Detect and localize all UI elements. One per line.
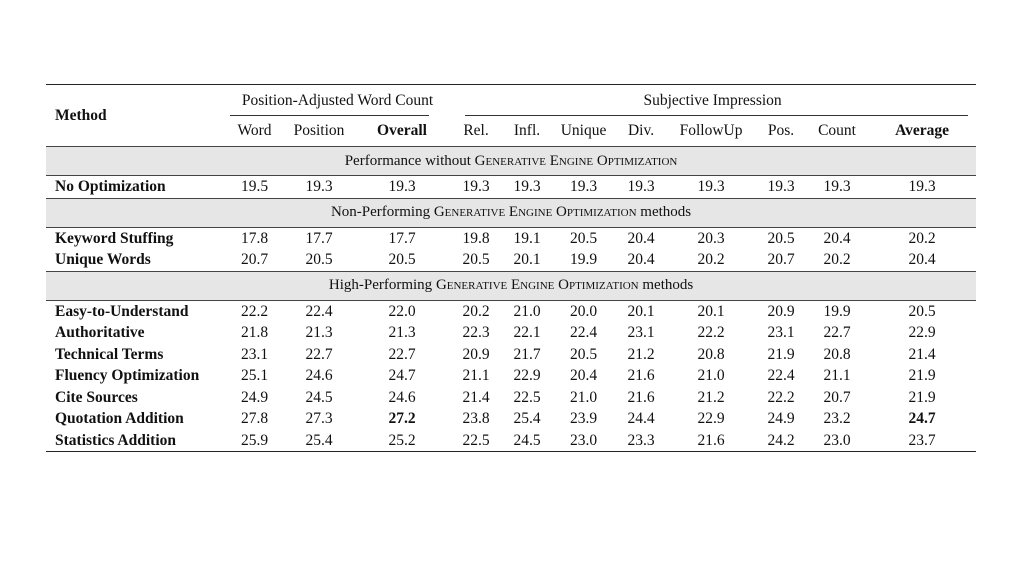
table-cell: 21.8 [240, 324, 269, 341]
table-cell: 23.0 [569, 431, 598, 449]
table-row [46, 300, 976, 322]
table-cell: 22.5 [462, 431, 490, 449]
table-cell: 22.2 [767, 388, 795, 406]
table-cell: 21.6 [697, 431, 725, 449]
table-cell: 23.1 [767, 324, 795, 341]
table-cell: 20.9 [462, 345, 490, 363]
method-name: No Optimization [55, 178, 166, 195]
table-cell: 22.9 [513, 367, 541, 384]
table-cell: 19.3 [569, 178, 598, 195]
table-cell: 20.7 [240, 251, 269, 268]
table-row [46, 227, 976, 249]
table-cell: 20.1 [627, 302, 655, 320]
table-cell: 27.8 [240, 410, 269, 427]
table-cell: 23.9 [569, 410, 598, 427]
table-cell: 21.9 [908, 388, 936, 406]
method-name: Keyword Stuffing [55, 229, 174, 247]
table-cell: 25.4 [305, 431, 333, 449]
table-cell: 24.6 [388, 388, 416, 406]
table-cell: 22.4 [569, 324, 598, 341]
table-cell: 17.7 [305, 229, 333, 247]
table-cell: 20.7 [823, 388, 851, 406]
table-body [46, 147, 976, 452]
method-name: Unique Words [55, 251, 151, 268]
col-header-followup: FollowUp [679, 122, 743, 140]
table-cell: 22.1 [513, 324, 541, 341]
table-cell: 20.4 [569, 367, 598, 384]
table-cell: 17.7 [388, 229, 416, 247]
col-header-position: Position [293, 122, 345, 140]
table-cell: 20.2 [697, 251, 725, 268]
table-cell: 19.3 [627, 178, 655, 195]
table-cell: 25.4 [513, 410, 541, 427]
table-cell: 19.3 [908, 178, 936, 195]
method-name: Quotation Addition [55, 410, 184, 427]
table-cell: 20.8 [697, 345, 725, 363]
table-cell: 19.9 [569, 251, 598, 268]
table-cell: 25.1 [240, 367, 269, 384]
table-row [46, 387, 976, 409]
table-cell: 22.4 [305, 302, 333, 320]
method-name: Fluency Optimization [55, 367, 200, 384]
table-cell: 19.3 [697, 178, 725, 195]
table-cell: 25.2 [388, 431, 416, 449]
section-title [46, 198, 976, 227]
table-cell: 23.1 [627, 324, 655, 341]
table-cell: 20.3 [697, 229, 725, 247]
table-cell: 22.0 [388, 302, 416, 320]
col-header-pos: Pos. [767, 122, 795, 140]
table-cell: 21.9 [767, 345, 795, 363]
table-cell: 24.5 [305, 388, 333, 406]
table-cell: 19.5 [240, 178, 269, 195]
table-row [46, 322, 976, 344]
table-cell: 21.0 [569, 388, 598, 406]
table-cell: 24.7 [908, 410, 936, 427]
table-cell: 20.5 [305, 251, 333, 268]
table-cell: 20.1 [513, 251, 541, 268]
table-cell: 22.2 [240, 302, 269, 320]
table-cell: 17.8 [240, 229, 269, 247]
table-cell: 20.5 [908, 302, 936, 320]
table-cell: 21.7 [513, 345, 541, 363]
table-cell: 21.1 [462, 367, 490, 384]
table-cell: 20.9 [767, 302, 795, 320]
method-name: Statistics Addition [55, 431, 177, 449]
table-cell: 24.5 [513, 431, 541, 449]
table-cell: 22.9 [908, 324, 936, 341]
table-cell: 20.4 [627, 229, 655, 247]
section-title [46, 147, 976, 176]
method-name: Cite Sources [55, 388, 138, 406]
method-header: Method [55, 106, 107, 124]
table-cell: 24.2 [767, 431, 795, 449]
table-cell: 20.5 [388, 251, 416, 268]
table-cell: 19.3 [767, 178, 795, 195]
table-cell: 21.0 [697, 367, 725, 384]
section-title [46, 271, 976, 300]
section-header [46, 147, 976, 176]
table-cell: 24.7 [388, 367, 416, 384]
section-title-text: High-Performing [328, 277, 436, 293]
col-header-average: Average [895, 122, 950, 140]
table-cell: 21.4 [908, 345, 936, 363]
table-cell: 20.5 [462, 251, 490, 268]
col-header-count: Count [818, 122, 856, 140]
section-header [46, 198, 976, 227]
method-name: Authoritative [55, 324, 145, 341]
table-cell: 21.1 [823, 367, 851, 384]
table-cell: 23.8 [462, 410, 490, 427]
table-cell: 24.9 [240, 388, 269, 406]
table-cell: 22.5 [513, 388, 541, 406]
table-cell: 20.4 [627, 251, 655, 268]
col-header-rel: Rel. [463, 122, 489, 140]
table-cell: 21.0 [513, 302, 541, 320]
table-cell: 20.4 [908, 251, 936, 268]
col-header-unique: Unique [560, 122, 607, 140]
section-title-text: Performance without [344, 152, 475, 169]
table-row [46, 430, 976, 452]
table-cell: 22.7 [305, 345, 333, 363]
table-cell: 22.3 [462, 324, 490, 341]
table-cell: 20.5 [569, 345, 598, 363]
group-header-subjective-impression: Subjective Impression [449, 85, 976, 117]
table-row [46, 408, 976, 430]
results-table [46, 84, 976, 452]
table-cell: 27.3 [305, 410, 333, 427]
table-cell: 20.2 [462, 302, 490, 320]
col-header-div: Div. [627, 122, 655, 140]
table-cell: 22.7 [823, 324, 851, 341]
section-title-geo: Generative Engine Optimization [474, 152, 678, 169]
table-cell: 19.3 [462, 178, 490, 195]
table-cell: 22.2 [697, 324, 725, 341]
table-cell: 20.5 [767, 229, 795, 247]
table-cell: 27.2 [388, 410, 416, 427]
table-cell: 20.8 [823, 345, 851, 363]
table-cell: 19.3 [823, 178, 851, 195]
col-header-overall: Overall [377, 122, 427, 140]
table-cell: 23.0 [823, 431, 851, 449]
table-cell: 23.3 [627, 431, 655, 449]
table-cell: 20.7 [767, 251, 795, 268]
table-cell: 23.7 [908, 431, 936, 449]
section-header [46, 271, 976, 300]
table-cell: 20.0 [569, 302, 598, 320]
table-cell: 21.2 [627, 345, 655, 363]
col-header-infl: Infl. [513, 122, 541, 140]
table-cell: 22.7 [388, 345, 416, 363]
table-row [46, 249, 976, 271]
table-cell: 25.9 [240, 431, 269, 449]
table-cell: 24.6 [305, 367, 333, 384]
table-cell: 21.6 [627, 367, 655, 384]
group-header-word-count: Position-Adjusted Word Count [226, 85, 449, 117]
table-cell: 19.1 [513, 229, 541, 247]
section-title-text: Non-Performing [330, 204, 434, 220]
section-title-geo: Generative Engine Optimization [435, 277, 639, 293]
table-cell: 21.9 [908, 367, 936, 384]
table-cell: 21.2 [697, 388, 725, 406]
table-cell: 21.4 [462, 388, 490, 406]
table-row [46, 176, 976, 199]
col-header-word: Word [237, 122, 272, 140]
table-row [46, 344, 976, 366]
table-cell: 23.2 [823, 410, 851, 427]
table-cell: 19.3 [513, 178, 541, 195]
table-cell: 21.6 [627, 388, 655, 406]
table-cell: 24.4 [627, 410, 655, 427]
table-row [46, 365, 976, 387]
table-cell: 20.2 [823, 251, 851, 268]
table-cell: 20.1 [697, 302, 725, 320]
table-cell: 21.3 [305, 324, 333, 341]
table-cell: 24.9 [767, 410, 795, 427]
table-cell: 23.1 [240, 345, 269, 363]
table-cell: 20.4 [823, 229, 851, 247]
table-cell: 21.3 [388, 324, 416, 341]
section-title-suffix: methods [636, 204, 692, 220]
table-cell: 19.8 [462, 229, 490, 247]
table-cell: 20.2 [908, 229, 936, 247]
table-cell: 22.9 [697, 410, 725, 427]
method-name: Technical Terms [55, 345, 164, 363]
section-title-suffix: methods [638, 277, 694, 293]
table-cell: 20.5 [569, 229, 598, 247]
section-title-geo: Generative Engine Optimization [433, 204, 637, 220]
table-cell: 19.3 [388, 178, 416, 195]
table-cell: 22.4 [767, 367, 795, 384]
table-cell: 19.9 [823, 302, 851, 320]
method-name: Easy-to-Understand [55, 302, 189, 320]
table-cell: 19.3 [305, 178, 333, 195]
